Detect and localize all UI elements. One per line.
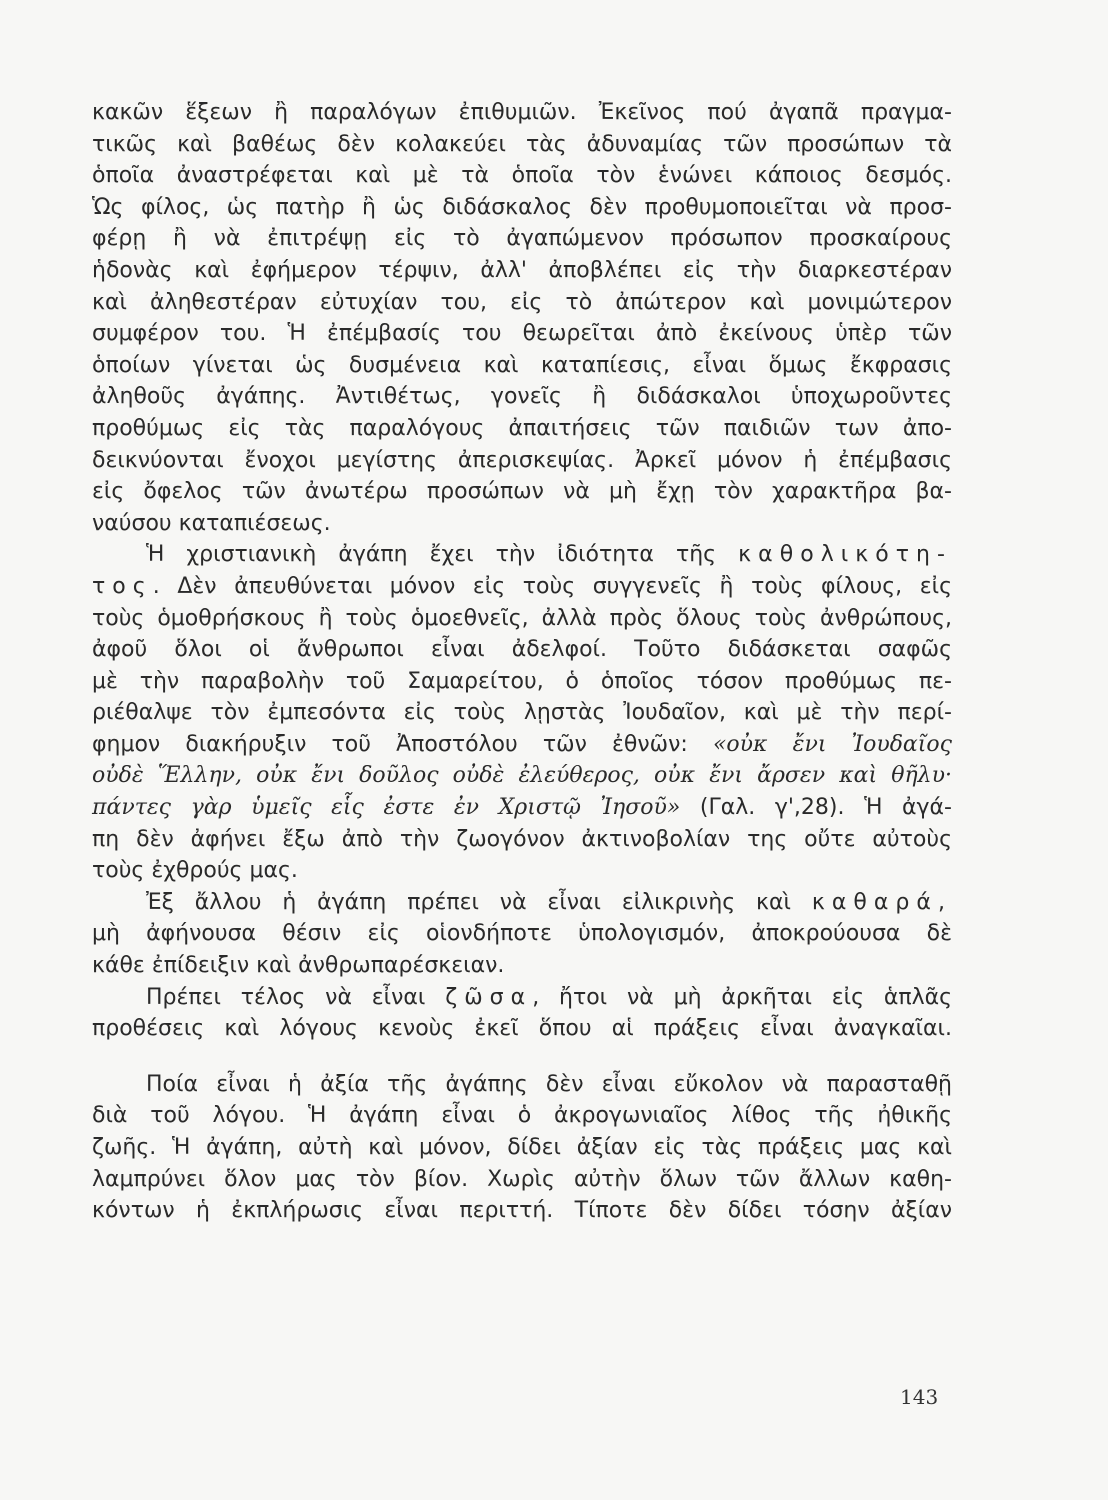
- text-line: τικῶς καὶ βαθέως δὲν κολακεύει τὰς ἀδυναμίας τῶν προσώπων τὰ: [92, 131, 952, 157]
- body-text: [92, 97, 952, 1227]
- text-line: Ποία εἶναι ἡ ἀξία τῆς ἀγάπης δὲν εἶναι εὔκολον νὰ παρασταθῇ: [146, 1071, 952, 1097]
- text-line: Πρέπει τέλος νὰ εἶναι ζῶσα, ἤτοι νὰ μὴ ἀρκῆται εἰς ἁπλᾶς: [146, 984, 953, 1010]
- text-line: μὴ ἀφήνουσα θέσιν εἰς οἱονδήποτε ὑπολογισμόν, ἀποκρούουσα δὲ: [92, 921, 952, 947]
- text-line: ἀφοῦ ὅλοι οἱ ἄνθρωποι εἶναι ἀδελφοί. Τοῦτο διδάσκεται σαφῶς: [92, 637, 952, 663]
- text-line: φέρῃ ἢ νὰ ἐπιτρέψῃ εἰς τὸ ἀγαπώμενον πρόσωπον προσκαίρους: [92, 226, 952, 252]
- text-line: πάντες γὰρ ὑμεῖς εἷς ἐστε ἐν Χριστῷ Ἰησοῦ» (Γαλ. γ',28). Ἡ ἀγά-: [92, 795, 952, 821]
- text-line: μὲ τὴν παραβολὴν τοῦ Σαμαρείτου, ὁ ὁποῖος τόσον προθύμως πε-: [92, 668, 952, 694]
- text-line: κακῶν ἕξεων ἢ παραλόγων ἐπιθυμιῶν. Ἐκεῖνος πού ἀγαπᾶ πραγμα-: [92, 100, 952, 125]
- text-line: πη δὲν ἀφήνει ἔξω ἀπὸ τὴν ζωογόνον ἀκτινοβολίαν της οὔτε αὐτοὺς: [92, 826, 952, 852]
- text-line: Ὡς φίλος, ὡς πατὴρ ἢ ὡς διδάσκαλος δὲν προθυμοποιεῖται νὰ προσ-: [92, 194, 952, 220]
- text-line: λαμπρύνει ὅλον μας τὸν βίον. Χωρὶς αὐτὴν ὅλων τῶν ἄλλων καθη-: [92, 1166, 952, 1192]
- spaced-emphasis: ζῶσα: [445, 984, 533, 1010]
- spaced-emphasis: τος: [92, 573, 153, 599]
- scripture-quote: οὐδὲ Ἕλλην, οὐκ ἔνι δοῦλος οὐδὲ ἐλεύθερος, οὐκ ἔνι ἄρσεν καὶ θῆλυ·: [92, 763, 952, 789]
- text-line: προθέσεις καὶ λόγους κενοὺς ἐκεῖ ὅπου αἱ πράξεις εἶναι ἀναγκαῖαι.: [92, 1016, 952, 1042]
- text-line: εἰς ὄφελος τῶν ἀνωτέρω προσώπων νὰ μὴ ἔχῃ τὸν χαρακτῆρα βα-: [92, 479, 952, 505]
- text-line: καὶ ἀληθεστέραν εὐτυχίαν του, εἰς τὸ ἀπώτερον καὶ μονιμώτερον: [92, 289, 952, 315]
- scripture-quote: πάντες γὰρ ὑμεῖς εἷς ἐστε ἐν Χριστῷ Ἰησοῦ»: [92, 795, 681, 821]
- text-line: συμφέρον του. Ἡ ἐπέμβασίς του θεωρεῖται ἀπὸ ἐκείνους ὑπὲρ τῶν: [92, 321, 952, 347]
- text-line: κόντων ἡ ἐκπλήρωσις εἶναι περιττή. Τίποτε δὲν δίδει τόσην ἀξίαν: [92, 1198, 952, 1224]
- scripture-quote: «οὐκ ἔνι Ἰουδαῖος: [712, 731, 952, 757]
- text-line: Ἡ χριστιανικὴ ἀγάπη ἔχει τὴν ἰδιότητα τῆς καθολικότη-: [146, 542, 952, 568]
- text-line: τος. Δὲν ἀπευθύνεται μόνον εἰς τοὺς συγγενεῖς ἢ τοὺς φίλους, εἰς: [92, 573, 952, 599]
- spaced-emphasis: καθολικότη-: [738, 542, 952, 568]
- section-gap: [92, 1045, 952, 1069]
- text-line: τοὺς ὁμοθρήσκους ἢ τοὺς ὁμοεθνεῖς, ἀλλὰ πρὸς ὅλους τοὺς ἀνθρώπους,: [92, 605, 952, 631]
- text-line: ἀληθοῦς ἀγάπης. Ἀντιθέτως, γονεῖς ἢ διδάσκαλοι ὑποχωροῦντες: [92, 384, 952, 410]
- text-line: ναύσου καταπιέσεως.: [92, 510, 331, 536]
- text-line: ὁποῖα ἀναστρέφεται καὶ μὲ τὰ ὁποῖα τὸν ἑνώνει κάποιος δεσμός.: [92, 163, 952, 189]
- spaced-emphasis: καθαρά,: [811, 889, 952, 915]
- text-line: ζωῆς. Ἡ ἀγάπη, αὐτὴ καὶ μόνον, δίδει ἀξίαν εἰς τὰς πράξεις μας καὶ: [92, 1135, 952, 1160]
- text-line: προθύμως εἰς τὰς παραλόγους ἀπαιτήσεις τῶν παιδιῶν των ἀπο-: [92, 415, 952, 441]
- page-number: 143: [900, 1385, 939, 1409]
- text-line: Ἐξ ἄλλου ἡ ἀγάπη πρέπει νὰ εἶναι εἰλικρινὴς καὶ καθαρά,: [146, 889, 952, 915]
- text-line: δεικνύονται ἔνοχοι μεγίστης ἀπερισκεψίας. Ἀρκεῖ μόνον ἡ ἐπέμβασις: [92, 447, 952, 473]
- text-line: κάθε ἐπίδειξιν καὶ ἀνθρωπαρέσκειαν.: [92, 953, 505, 979]
- text-line: διὰ τοῦ λόγου. Ἡ ἀγάπη εἶναι ὁ ἀκρογωνιαῖος λίθος τῆς ἠθικῆς: [92, 1103, 952, 1129]
- text-line: φημον διακήρυξιν τοῦ Ἀποστόλου τῶν ἐθνῶν: «οὐκ ἔνι Ἰουδαῖος: [92, 731, 952, 757]
- text-line: ὁποίων γίνεται ὡς δυσμένεια καὶ καταπίεσις, εἶναι ὅμως ἔκφρασις: [92, 352, 952, 378]
- text-line: τοὺς ἐχθρούς μας.: [92, 858, 298, 884]
- text-line: ἡδονὰς καὶ ἐφήμερον τέρψιν, ἀλλ' ἀποβλέπει εἰς τὴν διαρκεστέραν: [92, 257, 952, 283]
- text-line: ριέθαλψε τὸν ἐμπεσόντα εἰς τοὺς λῃστὰς Ἰουδαῖον, καὶ μὲ τὴν περί-: [92, 700, 952, 726]
